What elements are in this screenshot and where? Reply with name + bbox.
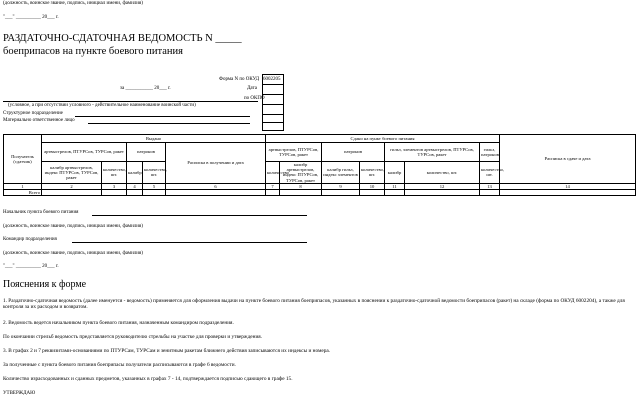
h-qty-3: количество, шт. <box>360 162 385 184</box>
unit-name-line <box>3 101 258 102</box>
col-receipt-return: Расписка в сдаче и дата <box>500 135 636 184</box>
artillery-issued: артвыстрелов, ПТУРСов, ТУРСов, ракет <box>42 143 127 162</box>
col-num: 10 <box>360 183 385 189</box>
col-num: 6 <box>166 183 266 189</box>
date-inline: за ___________ 20___ г. <box>120 86 171 91</box>
mol-label: Материально ответственное лицо <box>3 118 75 123</box>
document-subtitle: боеприпасов на пункте боевого питания <box>3 46 183 57</box>
h-quantity-1: количество <box>266 162 280 184</box>
sleeves-returned: гильз, элементов артвыстрелов, ПТУРСов, ТУРСов, ракет <box>385 143 480 162</box>
receipt-issued: Расписка в получении и дата <box>166 143 266 184</box>
note-6: Количество израсходованных и сданных предметов, указанных в графах 7 - 14, подтверждается подписью сдающего в графе 15. <box>3 376 293 382</box>
document-title: РАЗДАТОЧНО-СДАТОЧНАЯ ВЕДОМОСТЬ N _____ <box>3 33 242 44</box>
col-num: 4 <box>127 183 143 189</box>
commander-label: Командир подразделения <box>3 237 57 242</box>
col-num: 13 <box>480 183 500 189</box>
cartridges-issued: патронов <box>127 143 166 162</box>
h-qty-4: количество, шт. <box>480 162 500 184</box>
note-2: 2. Ведомость ведется начальником пункта боевого питания, назначенным командиром подразделения. <box>3 320 234 326</box>
signature-date: "___" __________ 20___ г. <box>3 264 59 269</box>
h-qty-2: количество, шт. <box>143 162 166 184</box>
cartridges-returned: патронов <box>322 143 385 162</box>
h-caliber-1: калибр <box>127 162 143 184</box>
col-num: 1 <box>4 183 42 189</box>
col-num: 2 <box>42 183 102 189</box>
note-3: По окончании стрельб ведомость представляется руководителю стрельбы на участке для проверки и утверждения. <box>3 334 263 340</box>
col-recipient: Получатель (сдатчик) <box>4 135 42 184</box>
col-num: 9 <box>322 183 360 189</box>
top-date-line: "___" __________ 20___ г. <box>3 15 59 20</box>
h-caliber-sleeve: калибр гильз, индекс элементов <box>322 162 360 184</box>
chief-label: Начальник пункта боевого питания <box>3 210 79 215</box>
col-num: 12 <box>405 183 480 189</box>
h-caliber-idx: калибр артвыстрелов, индекс ПТУРСов, ТУРСов, ракет <box>42 162 102 184</box>
top-caption: (должность, воинское звание, подпись, инициал имени, фамилия) <box>3 1 143 6</box>
col-num: 11 <box>385 183 405 189</box>
chief-caption: (должность, воинское звание, подпись, инициал имени, фамилия) <box>3 224 143 229</box>
col-num: 8 <box>280 183 322 189</box>
unit-caption: (условное, а при отсутствии условного - действительное наименование воинской части) <box>8 103 196 108</box>
form-code: 6002205 <box>263 77 281 82</box>
date-label: Дата <box>247 86 257 91</box>
okpo-label: по ОКПО <box>244 96 265 101</box>
total-label: Всего <box>4 190 42 196</box>
struct-label: Структурное подразделение <box>3 111 63 116</box>
col-num: 7 <box>266 183 280 189</box>
col-num: 14 <box>500 183 636 189</box>
group-returned: Сдано на пункт боевого питания <box>266 135 500 143</box>
group-issued: Выдано <box>42 135 266 143</box>
approve-label: УТВЕРЖДАЮ <box>3 391 36 396</box>
main-table <box>3 134 636 196</box>
notes-heading: Пояснения к форме <box>3 279 87 290</box>
artillery-returned: артвыстрелов, ПТУРСов, ТУРСов, ракет <box>266 143 322 162</box>
col-num: 5 <box>143 183 166 189</box>
note-4: 3. В графах 2 и 7 реквизитами-основаниями по ПТУРСам, ТУРСам и зенитным ракетам ближнего действия записываются их индексы и номера. <box>3 348 331 354</box>
note-1: 1. Раздаточно-сдаточная ведомость (далее именуется - ведомость) применяется для оформления выдачи на пункте боевого питания боеприпасов, указанных в пояснении к раздаточно-сдаточной ведомости боеприпасов (ракет) на складе (форма по ОКУД 6002204), а также для контроля за их расходом и возвратом. <box>3 298 625 311</box>
note-5: За полученные с пункта боевого питания боеприпасы получатели расписываются в графе 6 ведомости. <box>3 362 236 368</box>
form-label: Форма N по ОКУД <box>219 77 260 82</box>
h-caliber-2: калибр <box>385 162 405 184</box>
h-qty-1: количество, шт. <box>102 162 127 184</box>
col-num: 3 <box>102 183 127 189</box>
commander-caption: (должность, воинское звание, подпись, инициал имени, фамилия) <box>3 251 143 256</box>
h-qty-sleeves: количество, шт. <box>405 162 480 184</box>
sleeves-cartridges: гильз, патронов <box>480 143 500 162</box>
h-caliber-idx-2: калибр артвыстрелов, индекс ПТУРСов, ТУРСов, ракет <box>280 162 322 184</box>
